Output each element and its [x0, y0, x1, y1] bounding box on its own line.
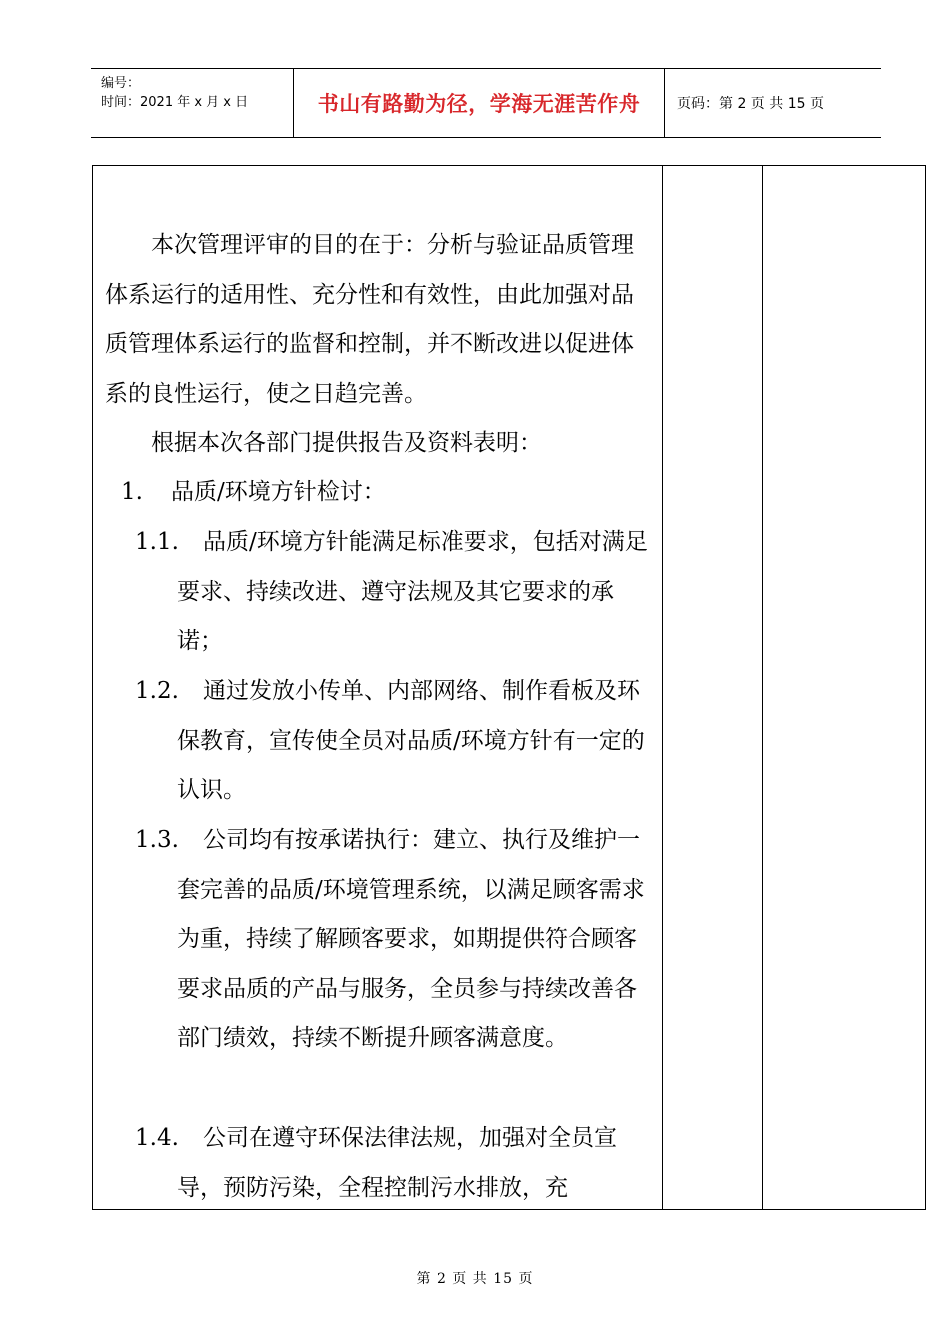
section-number: 1. — [121, 479, 143, 505]
list-item — [135, 518, 655, 667]
section-heading — [121, 468, 651, 518]
lead-paragraph: 根据本次各部门提供报告及资料表明： — [151, 430, 542, 456]
list-item — [135, 1114, 655, 1209]
review-table — [92, 165, 926, 1210]
item-number: 1.2. — [135, 678, 179, 704]
document-date: 时间：2021 年 x 月 x 日 — [101, 95, 249, 110]
item-text: 公司均有按承诺执行：建立、执行及维护一套完善的品质/环境管理系统，以满足顾客需求为重，持续了解顾客要求，如期提供符合顾客要求品质的产品与服务，全员参与持续改善各部门绩效，持续不断提升顾客满意度。 — [177, 827, 645, 1051]
item-text: 品质/环境方针能满足标准要求，包括对满足要求、持续改进、遵守法规及其它要求的承诺； — [177, 529, 648, 654]
header-meta — [91, 69, 293, 137]
item-number: 1.4. — [135, 1125, 179, 1151]
item-text: 公司在遵守环保法律法规，加强对全员宣导，预防污染，全程控制污水排放，充 — [177, 1125, 617, 1201]
item-number: 1.3. — [135, 827, 179, 853]
page-header — [91, 68, 881, 138]
list-item — [135, 667, 655, 816]
section-title: 品质/环境方针检讨： — [171, 479, 386, 505]
header-motto: 书山有路勤为径，学海无涯苦作舟 — [293, 69, 665, 137]
list-item — [135, 816, 655, 1064]
column-divider — [662, 166, 663, 1209]
review-content-cell — [93, 166, 662, 1209]
item-text: 通过发放小传单、内部网络、制作看板及环保教育，宣传使全员对品质/环境方针有一定的认识。 — [177, 678, 645, 803]
page-footer: 第 2 页 共 15 页 — [416, 1271, 534, 1287]
item-number: 1.1. — [135, 529, 179, 555]
header-page-info: 页码：第 2 页 共 15 页 — [677, 96, 824, 112]
document-number: 编号： — [101, 76, 141, 91]
column-divider — [762, 166, 763, 1209]
intro-paragraph: 本次管理评审的目的在于：分析与验证品质管理体系运行的适用性、充分性和有效性，由此加强对品质管理体系运行的监督和控制，并不断改进以促进体系的良性运行，使之日趋完善。 — [105, 232, 634, 407]
